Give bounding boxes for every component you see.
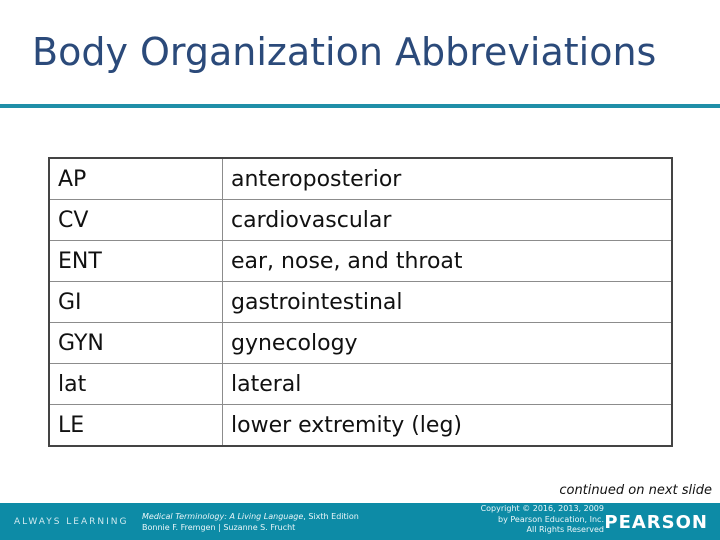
copyright-line: by Pearson Education, Inc. <box>498 514 604 524</box>
table-row <box>49 241 672 282</box>
table-row <box>49 158 672 200</box>
abbreviation-cell: LE <box>49 405 223 447</box>
meaning-cell: gynecology <box>223 323 673 364</box>
table-row <box>49 323 672 364</box>
abbreviation-cell: GI <box>49 282 223 323</box>
footer-tagline: ALWAYS LEARNING <box>14 517 129 527</box>
pearson-logo: PEARSON <box>604 512 708 533</box>
table-row <box>49 405 672 447</box>
book-title: Medical Terminology: A Living Language <box>142 512 304 521</box>
meaning-cell: cardiovascular <box>223 200 673 241</box>
meaning-cell: gastrointestinal <box>223 282 673 323</box>
book-edition: , Sixth Edition <box>303 512 359 521</box>
abbreviation-cell: CV <box>49 200 223 241</box>
table-row <box>49 364 672 405</box>
abbreviation-cell: ENT <box>49 241 223 282</box>
meaning-cell: lateral <box>223 364 673 405</box>
abbreviations-table <box>48 157 673 447</box>
table-row <box>49 200 672 241</box>
title-divider <box>0 104 720 108</box>
meaning-cell: lower extremity (leg) <box>223 405 673 447</box>
continued-note: continued on next slide <box>559 483 712 498</box>
meaning-cell: ear, nose, and throat <box>223 241 673 282</box>
book-authors: Bonnie F. Fremgen | Suzanne S. Frucht <box>142 523 296 532</box>
footer-book-credit <box>142 511 359 533</box>
abbreviation-cell: lat <box>49 364 223 405</box>
copyright-line: Copyright © 2016, 2013, 2009 <box>480 504 604 513</box>
footer-copyright <box>456 504 604 536</box>
footer-bar <box>0 503 720 540</box>
table-row <box>49 282 672 323</box>
meaning-cell: anteroposterior <box>223 158 673 200</box>
copyright-line: All Rights Reserved <box>526 525 604 534</box>
abbreviation-cell: GYN <box>49 323 223 364</box>
abbreviation-cell: AP <box>49 158 223 200</box>
slide-title: Body Organization Abbreviations <box>32 30 657 74</box>
